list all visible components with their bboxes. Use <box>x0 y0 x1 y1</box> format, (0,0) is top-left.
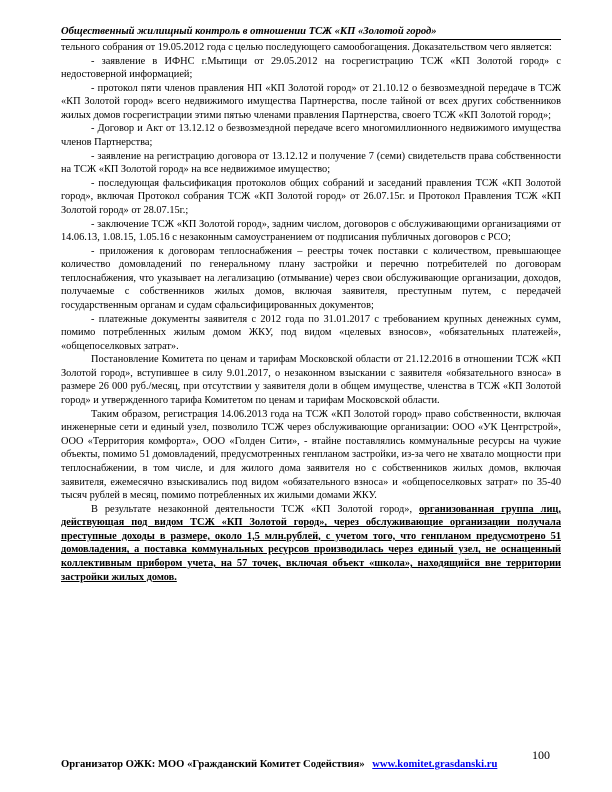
list-item-ifns-application: - заявление в ИФНС г.Мытищи от 29.05.2012 на госрегистрацию ТСЖ «КП Золотой город» с недостоверной информацией; <box>61 55 561 81</box>
list-item-heating-annexes: - приложения к договорам теплоснабжения – реестры точек поставки с количеством, превышающее количество домовладений по генеральному плану застройки и перечню потребителей по договорам теплоснабжения, что указывает на легализацию (отмывание) через свои обслуживающие организации, доходов, получаемые с собственников жилых домов, включая заявителя, преступным путем, с передачей государственным органам и судам сфальсифицированных документов; <box>61 245 561 311</box>
page-header <box>61 26 561 40</box>
paragraph-intro: тельного собрания от 19.05.2012 года с целью последующего самообогащения. Доказательством чего является: <box>61 42 552 53</box>
list-item-service-contracts: - заключение ТСЖ «КП Золотой город», задним числом, договоров с обслуживающими организациями от 14.06.13, 1.08.15, 1.05.16 с незаконным самоустранением от подписания публичных договоров с РСО; <box>61 218 561 244</box>
paragraph-result <box>61 503 561 584</box>
result-intro: В результате незаконной деятельности ТСЖ «КП Золотой город», <box>91 503 413 515</box>
header-title: Общественный жилищный контроль в отношении ТСЖ «КП «Золотой город» <box>61 26 437 37</box>
footer-website-link[interactable]: www.komitet.grasdanski.ru <box>372 759 498 770</box>
page-number: 100 <box>532 748 550 762</box>
paragraph-tariff-resolution: Постановление Комитета по ценам и тарифам Московской области от 21.12.2016 в отношении ТСЖ «КП Золотой город», вступившее в силу 9.01.2017, о незаконном взыскании с заявителя «обязательного взноса» в размере 26 000 руб./месяц, при отсутствии у заявителя доли в общем имуществе, членства в ТСЖ «КП Золотой город» и утвержденного тарифа Комитетом по ценам и тарифам Московской области. <box>61 354 561 407</box>
paragraph-conclusion: Таким образом, регистрация 14.06.2013 года на ТСЖ «КП Золотой город» право собственности, включая инженерные сети и единый узел, позволило ТСЖ через обслуживающие организации: ООО «УК Центрстрой», ООО «Территория комфорта», ООО «Голден Сити», - втайне поставлялись коммунальные ресурсы на чужие объекты, помимо 51 домовладений, предусмотренных генпланом застройки, из-за чего не хватало мощности при теплоснабжении, в том числе, и для жилого дома заявителя но с собственников жилых домов, включая заявителя, ежемесячно взыскивались под видом «обязательного взноса» и «общепоселковых затрат» по 35-40 тысяч рублей в месяц, помимо потребленных их жилыми домами ЖКУ. <box>61 408 561 502</box>
list-item-contract-act: - Договор и Акт от 13.12.12 о безвозмездной передаче всего многомиллионного недвижимого имущества членов Партнерства; <box>61 123 561 149</box>
list-item-board-protocol: - протокол пяти членов правления НП «КП Золотой город» от 21.10.12 о безвозмездной передаче в ТСЖ «КП Золотой город» всего недвижимого имущества Партнерства, после тайной от всех других собственников жилых домов госрегистрации этими пятью членами правления Партнерства, своего ТСЖ «КП Золотой город»; <box>61 82 561 121</box>
document-body <box>61 41 561 584</box>
page-footer <box>61 759 497 770</box>
footer-organizer: Организатор ОЖК: МОО «Гражданский Комитет Содействия» <box>61 759 365 770</box>
list-item-registration-application: - заявление на регистрацию договора от 13.12.12 и получение 7 (семи) свидетельств права собственности на ТСЖ «КП Золотой город» на все недвижимое имущество; <box>61 150 561 176</box>
list-item-payment-documents: - платежные документы заявителя с 2012 года по 31.01.2017 с требованием крупных денежных сумм, помимо потребленных жилым домом ЖКУ, под видом «целевых взносов», «обязательных платежей», «общепоселковых затрат». <box>61 313 561 352</box>
list-item-protocol-falsification: - последующая фальсификация протоколов общих собраний и заседаний правления ТСЖ «КП Золотой город», включая Протокол собрания ТСЖ «КП Золотой город» от 26.07.15г. и Протокол Правления ТСЖ «КП Золотой город» от 28.07.15г.; <box>61 177 561 216</box>
result-emphasis: организованная группа лиц, действующая под видом ТСЖ «КП Золотой город», через обслуживающие организации получала преступные доходы в размере, около 1,5 млн.рублей, с учетом того, что генпланом предусмотрено 51 домовладения, а поставка коммунальных ресурсов производилась через единый узел, не оснащенный коллективным прибором учета, на 57 точек, включая объект «школа», находящийся вне территории застройки жилых домов. <box>61 503 561 583</box>
